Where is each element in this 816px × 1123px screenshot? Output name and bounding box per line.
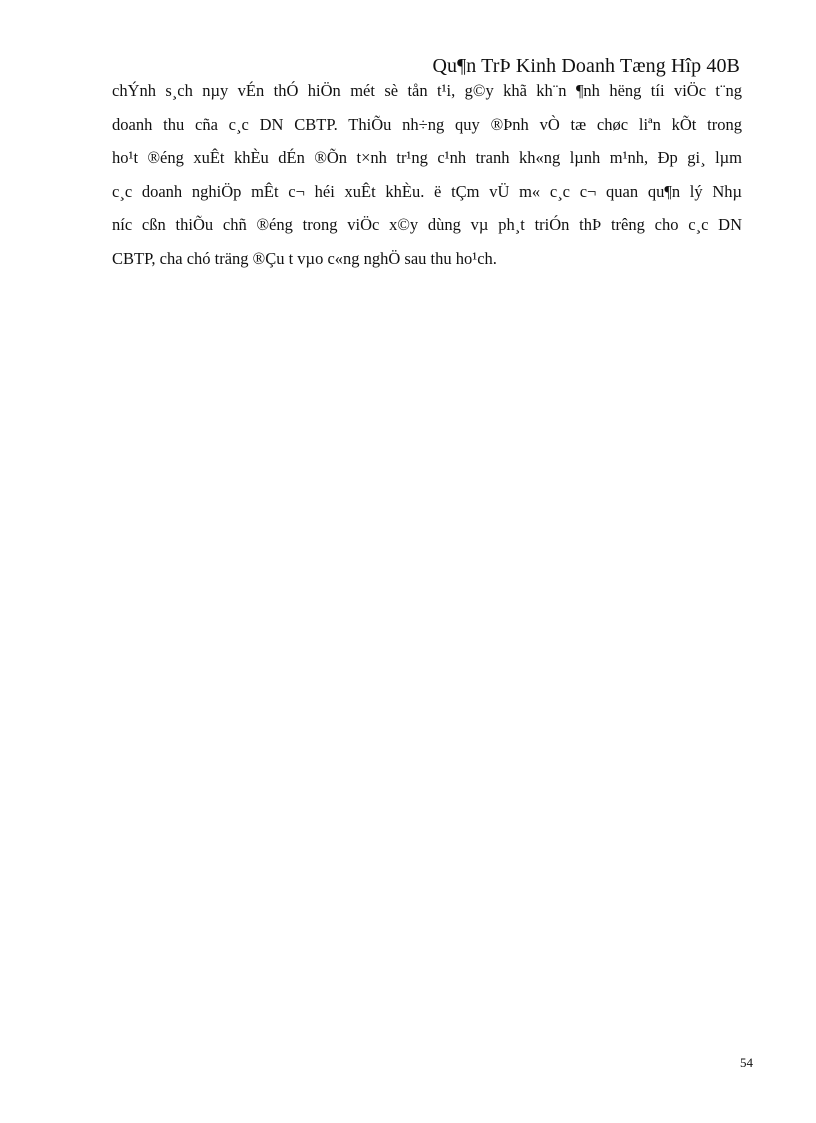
paragraph-line: chÝnh s¸ch nµy vÉn thÓ hiÖn mét sè tån t¹i, g©y khã kh¨n ¶nh hëng tíi viÖc t¨ng [112, 81, 742, 100]
page-number: 54 [740, 1055, 753, 1070]
paragraph-line: doanh thu cña c¸c DN CBTP. ThiÕu nh÷ng quy ®Þnh vÒ tæ chøc liªn kÕt trong [112, 114, 742, 134]
paragraph-line: níc cßn thiÕu chñ ®éng trong viÖc x©y dùng vµ ph¸t triÓn thÞ trêng cho c¸c DN [112, 215, 742, 234]
paragraph-line: ho¹t ®éng xuÊt khÈu dÉn ®Õn t×nh tr¹ng c¹nh tranh kh«ng lµnh m¹nh, Ðp gi¸ lµm [112, 148, 742, 167]
paragraph-line: c¸c doanh nghiÖp mÊt c¬ héi xuÊt khÈu. ë tÇm vÜ m« c¸c c¬ quan qu¶n lý Nhµ [112, 181, 742, 201]
body-paragraph [112, 80, 742, 281]
paragraph-line: CBTP, cha chó träng ®Çu t vµo c«ng nghÖ sau thu ho¹ch. [112, 248, 497, 268]
running-header: Qu¶n TrÞ Kinh Doanh Tæng Hîp 40B [432, 55, 740, 77]
